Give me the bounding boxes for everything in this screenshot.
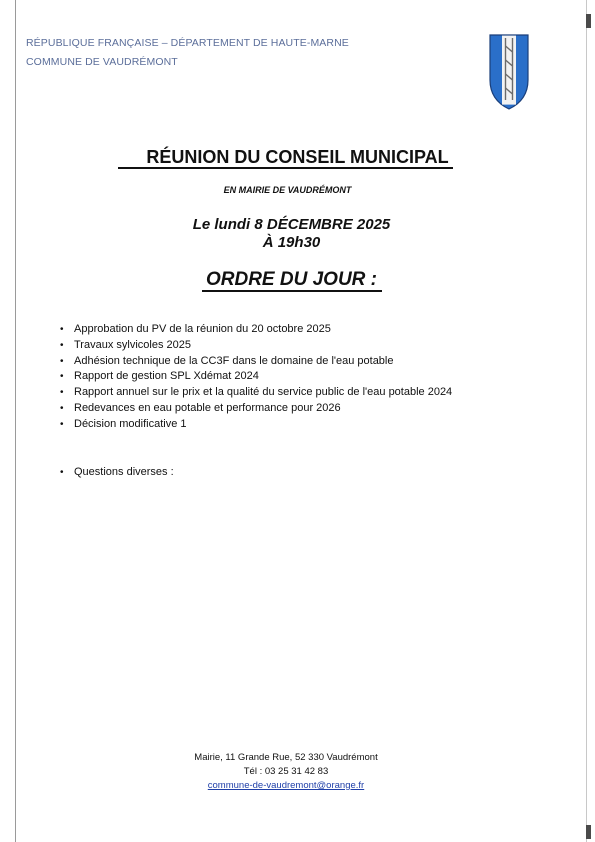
meeting-date: Le lundi 8 DÉCEMBRE 2025 [192, 216, 391, 233]
agenda-heading: ORDRE DU JOUR : [205, 269, 377, 290]
agenda-item [60, 354, 452, 370]
agenda-item-text: Rapport annuel sur le prix et la qualité du service public de l'eau potable 2024 [74, 386, 453, 399]
scan-mark [586, 825, 591, 839]
agenda-item-text: Travaux sylvicoles 2025 [74, 338, 191, 351]
footer-phone: Tél : 03 25 31 42 83 [243, 766, 329, 777]
agenda-item-questions [60, 465, 174, 481]
scan-mark [586, 14, 591, 28]
bullet-icon: • [60, 339, 64, 351]
agenda-item-text: Adhésion technique de la CC3F dans le domaine de l'eau potable [74, 354, 394, 367]
agenda-item-text: Redevances en eau potable et performance pour 2026 [74, 401, 341, 414]
email-link[interactable]: commune-de-vaudremont@orange.fr [207, 780, 365, 791]
bullet-icon: • [60, 418, 64, 430]
agenda-item [60, 322, 452, 338]
bullet-icon: • [60, 324, 64, 335]
bullet-icon: • [60, 387, 64, 399]
meeting-title: RÉUNION DU CONSEIL MUNICIPAL [146, 147, 449, 167]
agenda-item [60, 401, 452, 417]
header-commune: COMMUNE DE VAUDRÉMONT [26, 56, 178, 68]
meeting-location: EN MAIRIE DE VAUDRÉMONT [223, 185, 352, 195]
agenda-item [60, 369, 452, 385]
bullet-icon: • [60, 355, 64, 367]
agenda-item-text: Rapport de gestion SPL Xdémat 2024 [74, 370, 259, 383]
bullet-icon: • [60, 402, 64, 414]
agenda-item-text: Décision modificative 1 [74, 417, 187, 430]
agenda-heading-underline [202, 290, 382, 292]
misc-list [60, 465, 174, 481]
agenda-item [60, 385, 452, 401]
header-republique: RÉPUBLIQUE FRANÇAISE – DÉPARTEMENT DE HAUTE-MARNE [26, 37, 349, 49]
scan-right-edge [586, 0, 587, 842]
footer-email-line [0, 780, 572, 791]
agenda-list [60, 322, 452, 433]
meeting-time: À 19h30 [262, 234, 321, 251]
scan-left-edge [15, 0, 16, 842]
title-underline [118, 167, 453, 169]
agenda-item-text: Questions diverses : [74, 466, 174, 478]
agenda-item [60, 417, 452, 433]
agenda-item-text: Approbation du PV de la réunion du 20 octobre 2025 [74, 323, 331, 335]
bullet-icon: • [60, 371, 64, 383]
bullet-icon: • [60, 467, 64, 478]
coat-of-arms-icon [489, 34, 529, 110]
agenda-item [60, 338, 452, 354]
footer-address: Mairie, 11 Grande Rue, 52 330 Vaudrémont [194, 752, 378, 763]
